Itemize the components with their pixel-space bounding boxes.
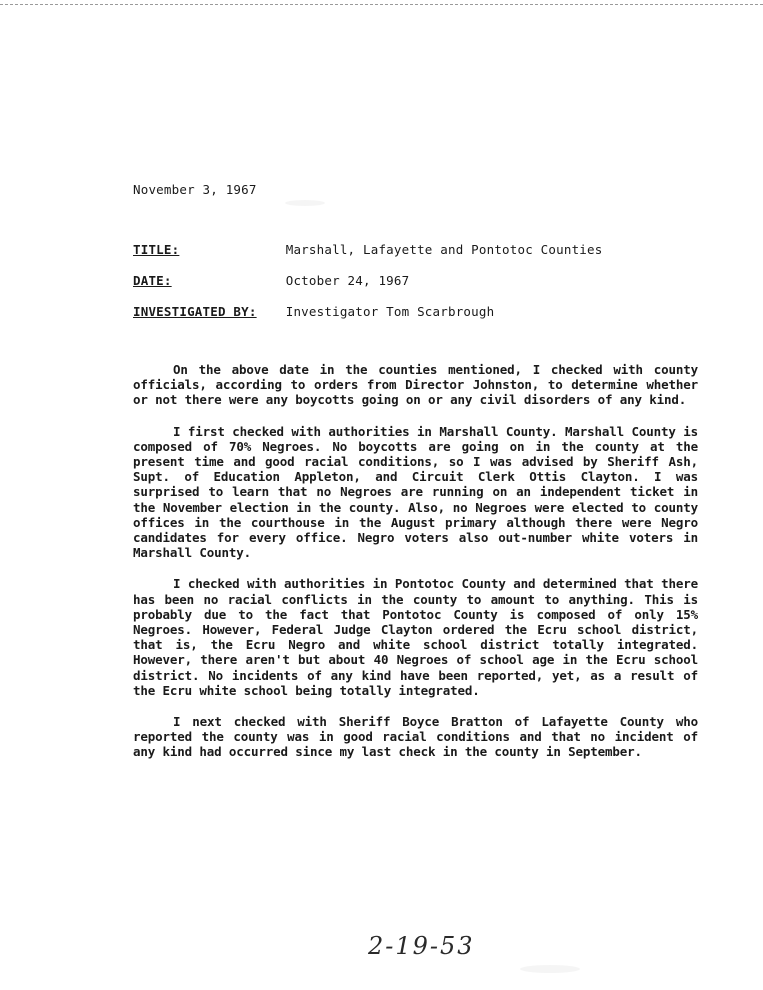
scan-edge-rule (0, 4, 763, 5)
paragraph: On the above date in the counties mentioned, I checked with county officials, according to orders from Director Johnston, to determine whether or not there were any boycotts going on or any civil disorders of any kind. (133, 362, 698, 408)
scan-smudge (520, 965, 580, 973)
report-body (133, 362, 698, 776)
title-value: Marshall, Lafayette and Pontotoc Counties (285, 242, 603, 257)
date-label: DATE: (133, 273, 172, 288)
date-row (133, 273, 409, 288)
investigated-value: Investigator Tom Scarbrough (285, 304, 495, 319)
investigator-row (133, 304, 494, 319)
title-label: TITLE: (133, 242, 180, 257)
handwritten-file-number: 2-19-53 (368, 932, 475, 960)
document-date: November 3, 1967 (133, 182, 257, 197)
date-value: October 24, 1967 (285, 273, 410, 288)
scan-smudge (285, 200, 325, 206)
paragraph: I first checked with authorities in Marshall County. Marshall County is composed of 70% Negroes. No boycotts are going on in the county at the present time and good racial conditions, so I was advised by Sheriff Ash, Supt. of Education Appleton, and Circuit Clerk Ottis Clayton. I was surprised to learn that no Negroes are running on an independent ticket in the November election in the county. Also, no Negroes were elected to county offices in the courthouse in the August primary although there were Negro candidates for every office. Negro voters also out-number white voters in Marshall County. (133, 423, 698, 561)
investigated-label: INVESTIGATED BY: (133, 304, 257, 319)
paragraph: I checked with authorities in Pontotoc County and determined that there has been no racial conflicts in the county to amount to anything. This is probably due to the fact that Pontotoc County is composed of only 15% Negroes. However, Federal Judge Clayton ordered the Ecru school district, that is, the Ecru Negro and white school district totally integrated. However, there aren't but about 40 Negroes of school age in the Ecru school district. No incidents of any kind have been reported, yet, as a result of the Ecru white school being totally integrated. (133, 576, 698, 698)
title-row (133, 242, 603, 257)
paragraph: I next checked with Sheriff Boyce Bratton of Lafayette County who reported the county was in good racial conditions and that no incident of any kind had occurred since my last check in the county in September. (133, 714, 698, 760)
